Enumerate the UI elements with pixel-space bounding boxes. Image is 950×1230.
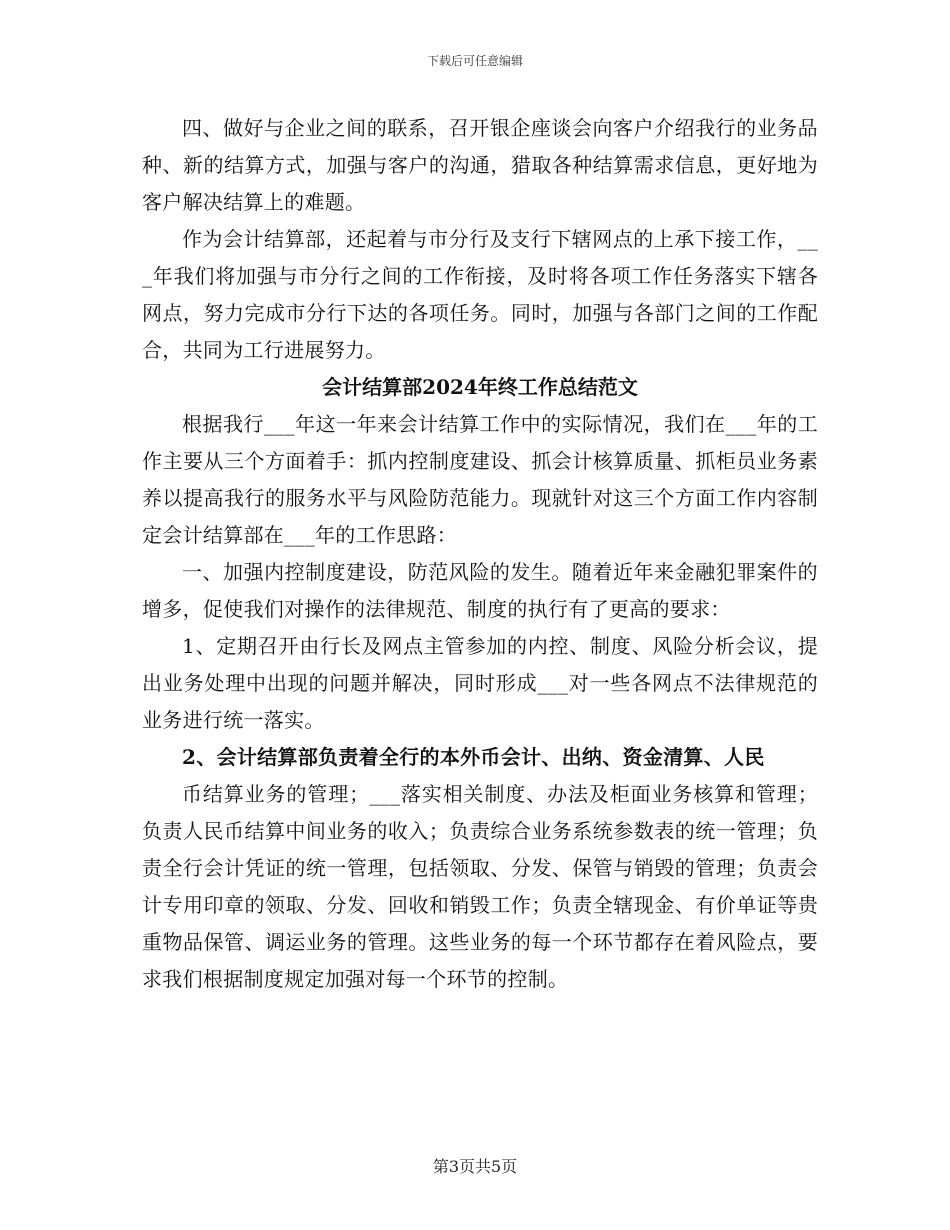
- page-number: 第3页共5页: [432, 1157, 518, 1176]
- paragraph-item-1: 1、定期召开由行长及网点主管参加的内控、制度、风险分析会议，提出业务处理中出现的问题并解决，同时形成___对一些各网点不法律规范的业务进行统一落实。: [142, 634, 818, 732]
- paragraph-intro: 根据我行___年这一年来会计结算工作中的实际情况，我们在___年的工作主要从三个方面着手：抓内控制度建设、抓会计核算质量、抓柜员业务素养以提高我行的服务水平与风险防范能力。现就针对这三个方面工作内容制定会计结算部在___年的工作思路：: [142, 412, 818, 547]
- page-header: 下载后可任意编辑: [426, 54, 523, 68]
- document-body: [142, 110, 818, 998]
- paragraph-item-2-heading: 2、会计结算部负责着全行的本外币会计、出纳、资金清算、人民: [182, 745, 765, 769]
- paragraph-section-four: 四、做好与企业之间的联系，召开银企座谈会向客户介绍我行的业务品种、新的结算方式，加强与客户的沟通，猎取各种结算需求信息，更好地为客户解决结算上的难题。: [142, 116, 818, 214]
- document-title: 会计结算部2024年终工作总结范文: [322, 375, 638, 399]
- paragraph-point-one: 一、加强内控制度建设，防范风险的发生。随着近年来金融犯罪案件的增多，促使我们对操作的法律规范、制度的执行有了更高的要求：: [142, 560, 818, 621]
- paragraph-item-2-body: 币结算业务的管理；___落实相关制度、办法及柜面业务核算和管理；负责人民币结算中间业务的收入；负责综合业务系统参数表的统一管理；负责全行会计凭证的统一管理，包括领取、分发、保管与销毁的管理；负责会计专用印章的领取、分发、回收和销毁工作；负责全辖现金、有价单证等贵重物品保管、调运业务的管理。这些业务的每一个环节都存在着风险点，要求我们根据制度规定加强对每一个环节的控制。: [142, 782, 818, 991]
- paragraph-department-role: 作为会计结算部，还起着与市分行及支行下辖网点的上承下接工作，___年我们将加强与市分行之间的工作衔接，及时将各项工作任务落实下辖各网点，努力完成市分行下达的各项任务。同时，加强与各部门之间的工作配合，共同为工行进展努力。: [142, 227, 818, 362]
